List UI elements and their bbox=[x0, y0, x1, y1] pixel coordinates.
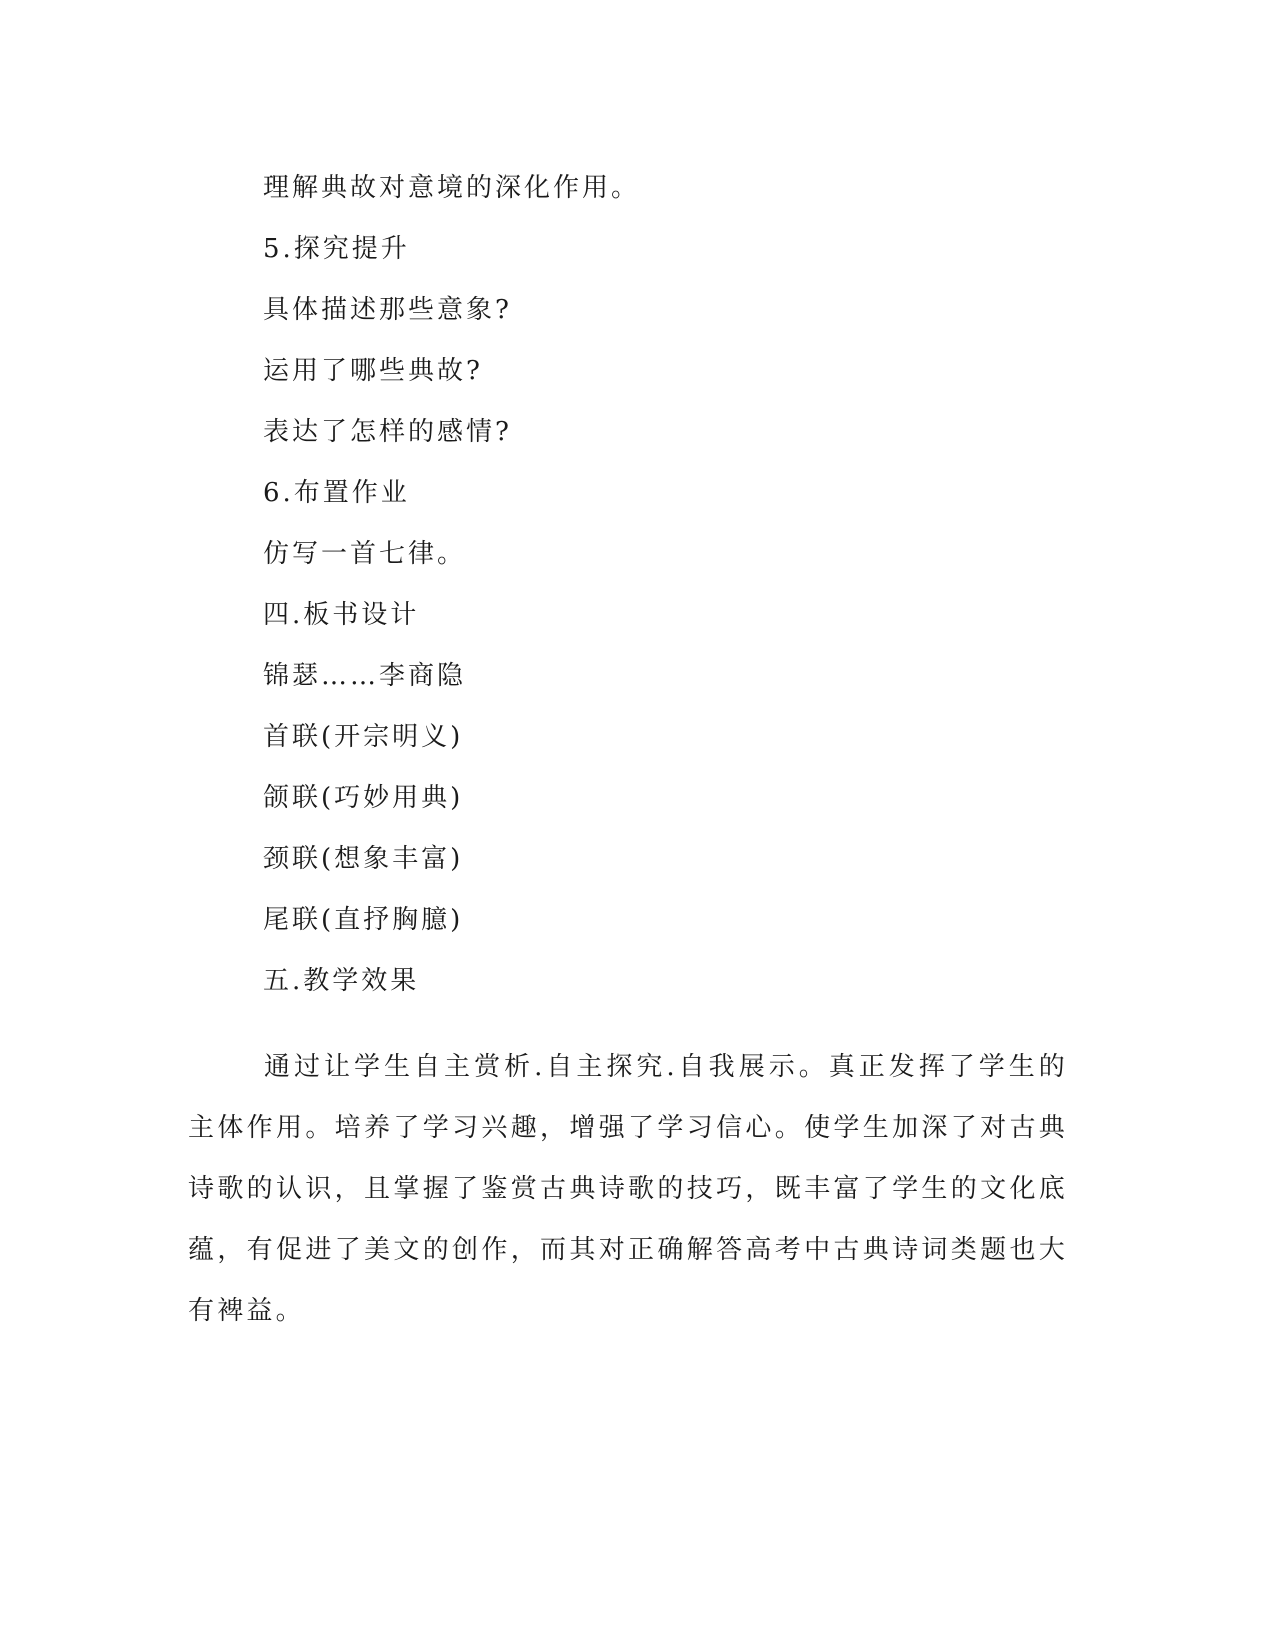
section-heading: 5.探究提升 bbox=[263, 234, 410, 264]
text-line: 颌联(巧妙用典) bbox=[263, 783, 464, 813]
text-line: 仿写一首七律。 bbox=[263, 539, 467, 569]
section-heading: 四.板书设计 bbox=[263, 600, 420, 630]
section-heading: 五.教学效果 bbox=[263, 966, 420, 996]
text-line: 尾联(直抒胸臆) bbox=[263, 905, 464, 935]
text-line: 颈联(想象丰富) bbox=[263, 844, 464, 874]
text-line: 具体描述那些意象? bbox=[263, 295, 512, 325]
text-line: 理解典故对意境的深化作用。 bbox=[263, 173, 641, 203]
text-line: 首联(开宗明义) bbox=[263, 722, 464, 752]
body-paragraph: 通过让学生自主赏析.自主探究.自我展示。真正发挥了学生的主体作用。培养了学习兴趣，增强了学习信心。使学生加深了对古典诗歌的认识，且掌握了鉴赏古典诗歌的技巧，既丰富了学生的文化底蕴，有促进了美文的创作，而其对正确解答高考中古典诗词类题也大有裨益。 bbox=[188, 1052, 1068, 1326]
text-line: 运用了哪些典故? bbox=[263, 356, 483, 386]
section-heading: 6.布置作业 bbox=[263, 478, 410, 508]
text-line: 锦瑟……李商隐 bbox=[263, 661, 467, 691]
text-line: 表达了怎样的感情? bbox=[263, 417, 512, 447]
